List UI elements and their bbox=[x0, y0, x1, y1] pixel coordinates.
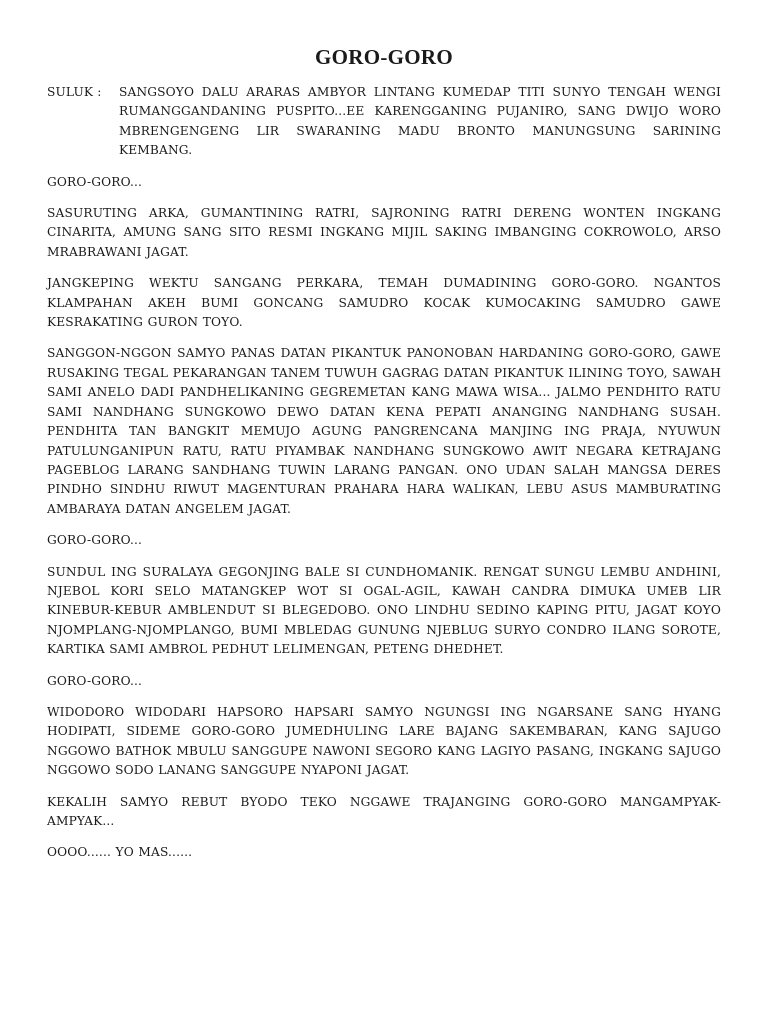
document-title: GORO-GORO bbox=[314, 45, 454, 69]
paragraph-kekalih: KEKALIH SAMYO REBUT BYODO TEKO NGGAWE TRAJANGING GORO-GORO MANGAMPYAK-AMPYAK... bbox=[47, 794, 721, 828]
suluk-text: SANGSOYO DALU ARARAS AMBYOR LINTANG KUMEDAP TITI SUNYO TENGAH WENGI RUMANGGANDANING PUSPITO...EE KARENGGANING PUJANIRO, SANG DWIJO WORO MBRENGENGENG LIR SWARANING MADU BRONTO MANUNGSUNG SARINING KEMBANG. bbox=[119, 85, 721, 158]
paragraph-widodoro: WIDODORO WIDODARI HAPSORO HAPSARI SAMYO NGUNGSI ING NGARSANE SANG HYANG HODIPATI, SIDEME GORO-GORO JUMEDHULING LARE BAJANG SAKEMBARAN, KANG SAJUGO NGGOWO BATHOK MBULU SANGGUPE NAWONI SEGORO KANG LAGIYO PASANG, INGKANG SAJUGO NGGOWO SODO LANANG SANGGUPE NYAPONI JAGAT. bbox=[47, 704, 721, 778]
paragraph-sanggon: SANGGON-NGGON SAMYO PANAS DATAN PIKANTUK PANONOBAN HARDANING GORO-GORO, GAWE RUSAKING TEGAL PEKARANGAN TANEM TUWUH GAGRAG DATAN PIKANTUK ILINING TOYO, SAWAH SAMI ANELO DADI PANDHELIKANING GEGREMETAN KANG MAWA WISA... JALMO PENDHITO RATU SAMI NANDHANG SUNGKOWO DEWO DATAN KENA PEPATI ANANGING NANDHANG SUSAH. PENDHITA TAN BANGKIT MEMUJO AGUNG PANGRENCANA MANJING ING PRAJA, NYUWUN PATULUNGANIPUN RATU, RATU PIYAMBAK NANDHANG SUNGKOWO AWIT NEGARA KETRAJANG PAGEBLOG LARANG SANDHANG TUWIN LARANG PANGAN. ONO UDAN SALAH MANGSA DERES PINDHO SINDHU RIWUT MAGENTURAN PRAHARA HARA WALIKAN, LEBU ASUS MAMBURATING AMBARAYA DATAN ANGELEM JAGAT. bbox=[47, 346, 721, 516]
paragraph-goro-goro-3: GORO-GORO... bbox=[47, 673, 143, 688]
paragraph-sundul: SUNDUL ING SURALAYA GEGONJING BALE SI CUNDHOMANIK. RENGAT SUNGU LEMBU ANDHINI, NJEBOL KORI SELO MATANGKEP WOT SI OGAL-AGIL, KAWAH CANDRA DIMUKA UMEB LIR KINEBUR-KEBUR AMBLENDUT SI BLEGEDOBO. ONO LINDHU SEDINO KAPING PITU, JAGAT KOYO NJOMPLANG-NJOMPLANGO, BUMI MBLEDAG GUNUNG NJEBLUG SURYO CONDRO ILANG SOROTE, KARTIKA SAMI AMBROL PEDHUT LELIMENGAN, PETENG DHEDHET. bbox=[47, 564, 721, 657]
paragraph-jangkeping: JANGKEPING WEKTU SANGANG PERKARA, TEMAH DUMADINING GORO-GORO. NGANTOS KLAMPAHAN AKEH BUMI GONCANG SAMUDRO KOCAK KUMOCAKING SAMUDRO GAWE KESRAKATING GURON TOYO. bbox=[47, 276, 721, 330]
paragraph-goro-goro-1: GORO-GORO... bbox=[47, 174, 143, 189]
suluk-block bbox=[47, 83, 721, 161]
suluk-label: SULUK : bbox=[47, 85, 102, 99]
paragraph-sasuruting: SASURUTING ARKA, GUMANTINING RATRI, SAJRONING RATRI DERENG WONTEN INGKANG CINARITA, AMUNG SANG SITO RESMI INGKANG MIJIL SAKING IMBANGING COKROWOLO, ARSO MRABRAWANI JAGAT. bbox=[47, 206, 721, 259]
paragraph-closing: OOOO...... YO MAS...... bbox=[47, 845, 193, 860]
document-page bbox=[47, 40, 721, 875]
paragraph-goro-goro-2: GORO-GORO... bbox=[47, 533, 143, 548]
